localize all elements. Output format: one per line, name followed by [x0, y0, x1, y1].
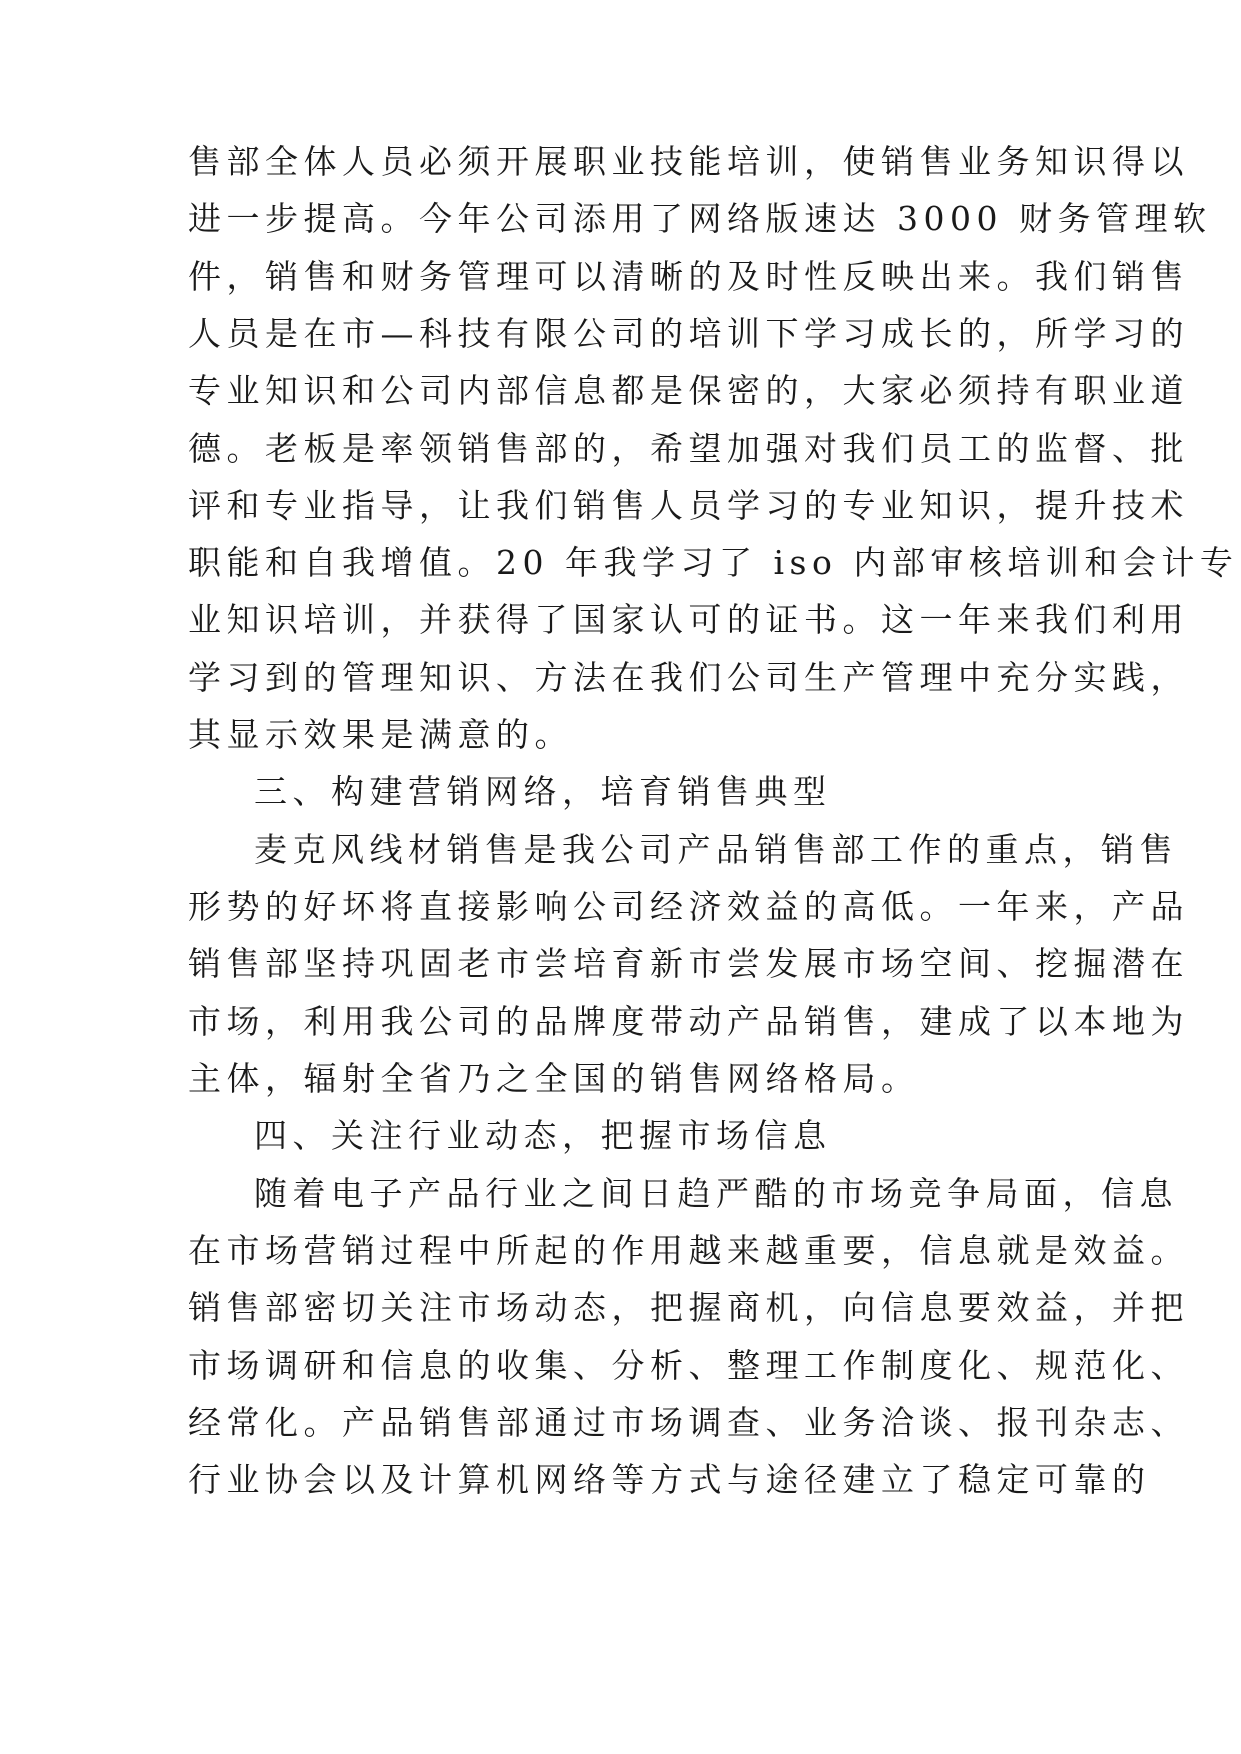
- text-line: 在市场营销过程中所起的作用越来越重要，信息就是效益。: [188, 1231, 1189, 1270]
- section-heading: 三、构建营销网络，培育销售典型: [254, 772, 832, 811]
- paragraph-start: 麦克风线材销售是我公司产品销售部工作的重点，销售: [254, 830, 1178, 869]
- paragraph-start: 随着电子产品行业之间日趋严酷的市场竞争局面，信息: [254, 1174, 1178, 1213]
- text-line: 人员是在市—科技有限公司的培训下学习成长的，所学习的: [188, 314, 1189, 353]
- text-line: 业知识培训，并获得了国家认可的证书。这一年来我们利用: [188, 600, 1189, 639]
- text-line: 形势的好坏将直接影响公司经济效益的高低。一年来，产品: [188, 887, 1189, 926]
- text-line: 德。老板是率领销售部的，希望加强对我们员工的监督、批: [188, 429, 1189, 468]
- text-line: 件，销售和财务管理可以清晰的及时性反映出来。我们销售: [188, 257, 1189, 296]
- text-line: 经常化。产品销售部通过市场调查、业务洽谈、报刊杂志、: [188, 1403, 1189, 1442]
- text-line: 专业知识和公司内部信息都是保密的，大家必须持有职业道: [188, 371, 1189, 410]
- text-line: 学习到的管理知识、方法在我们公司生产管理中充分实践，: [188, 658, 1189, 697]
- section-heading: 四、关注行业动态，把握市场信息: [254, 1116, 832, 1155]
- text-line: 售部全体人员必须开展职业技能培训，使销售业务知识得以: [188, 142, 1189, 181]
- text-line: 其显示效果是满意的。: [188, 715, 573, 754]
- text-line: 评和专业指导，让我们销售人员学习的专业知识，提升技术: [188, 486, 1189, 525]
- text-line: 行业协会以及计算机网络等方式与途径建立了稳定可靠的: [188, 1460, 1151, 1499]
- text-line: 主体，辐射全省乃之全国的销售网络格局。: [188, 1059, 920, 1098]
- text-line: 进一步提高。今年公司添用了网络版速达 3000 财务管理软: [188, 199, 1212, 238]
- text-line: 市场，利用我公司的品牌度带动产品销售，建成了以本地为: [188, 1002, 1189, 1041]
- text-line: 职能和自我增值。20 年我学习了 iso 内部审核培训和会计专: [188, 543, 1239, 582]
- text-line: 销售部坚持巩固老市尝培育新市尝发展市场空间、挖掘潜在: [188, 944, 1189, 983]
- text-line: 市场调研和信息的收集、分析、整理工作制度化、规范化、: [188, 1346, 1189, 1385]
- text-line: 销售部密切关注市场动态，把握商机，向信息要效益，并把: [188, 1288, 1189, 1327]
